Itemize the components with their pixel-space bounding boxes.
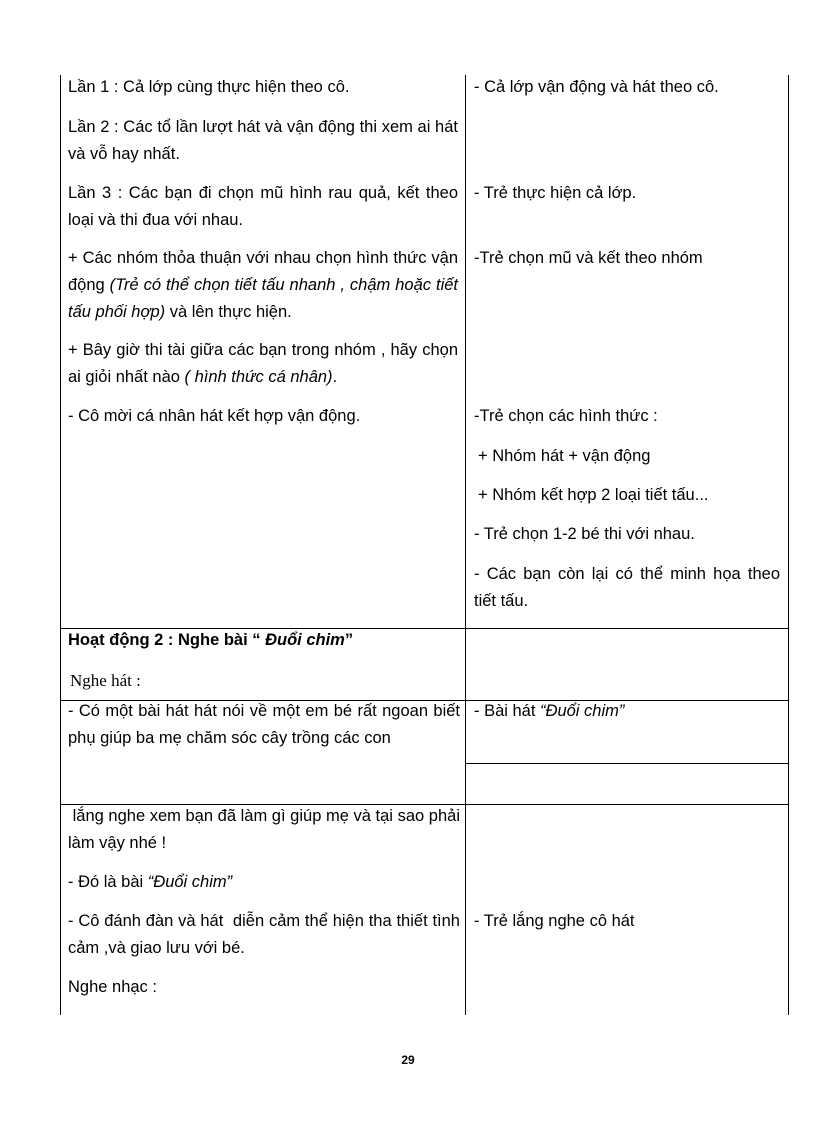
group-choice-note: (Trẻ có thể chọn tiết tấu nhanh , chậm hoặc tiết tấu phối hợp) [68, 276, 458, 321]
individual-contest-text [68, 337, 458, 391]
row-divider-right-inner [465, 763, 789, 764]
listen-prompt-text: lắng nghe xem bạn đã làm gì giúp mẹ và tại sao phải làm vậy nhé ! [68, 807, 465, 852]
group-choice-text [68, 245, 458, 326]
teacher-performs-text: - Cô đánh đàn và hát diễn cảm thể hiện tha thiết tình cảm ,và giao lưu với bé. [68, 912, 465, 957]
listen-song-subheading: Nghe hát : [70, 671, 141, 690]
response-choose-forms: -Trẻ chọn các hình thức : [474, 407, 658, 425]
group-choice-part2: và lên thực hiện. [165, 303, 292, 321]
individual-contest-part1: + Bây giờ thi tài giữa các bạn trong nhóm , hãy chọn ai giỏi nhất nào [68, 341, 458, 386]
individual-contest-note: ( hình thức cá nhân) [184, 368, 333, 386]
response-sing-with-teacher: - Cả lớp vận động và hát theo cô. [474, 78, 719, 96]
individual-contest-part2: . [332, 368, 338, 386]
song-note-text [474, 698, 780, 725]
step-1-text: Lần 1 : Cả lớp cùng thực hiện theo cô. [68, 78, 350, 96]
response-whole-class: - Trẻ thực hiện cả lớp. [474, 184, 637, 202]
step-3-text: Lần 3 : Các bạn đi chọn mũ hình rau quả, kết theo loại và thi đua với nhau. [68, 184, 458, 229]
step-2-text: Lần 2 : Các tổ lần lượt hát và vận động thi xem ai hát và vỗ hay nhất. [68, 118, 458, 163]
listen-music-subheading: Nghe nhạc : [68, 978, 157, 996]
activity-2-heading-part2: ” [344, 631, 354, 649]
song-reveal-text [68, 869, 458, 896]
song-reveal-title: “Đuổi chim” [147, 873, 233, 891]
response-illustrate-rhythm: - Các bạn còn lại có thể minh họa theo tiết tấu. [474, 565, 780, 610]
teacher-invite-text: - Cô mời cá nhân hát kết hợp vận động. [68, 407, 361, 425]
response-choose-hat: -Trẻ chọn mũ và kết theo nhóm [474, 249, 703, 267]
group-choice-part1: + Các nhóm thỏa thuận với nhau chọn hình thức vận động [68, 249, 458, 294]
response-choose-children: - Trẻ chọn 1-2 bé thi với nhau. [474, 525, 695, 543]
table-left-border [60, 75, 61, 1015]
page-number: 29 [401, 1053, 415, 1067]
table-right-border [788, 75, 789, 1015]
response-listen-teacher: - Trẻ lắng nghe cô hát [474, 912, 635, 930]
song-note-title: “Đuổi chim” [540, 702, 625, 720]
activity-2-heading [68, 627, 458, 654]
response-group-rhythm: + Nhóm kết hợp 2 loại tiết tấu... [478, 486, 709, 504]
activity-2-song-title: Đuổi chim [265, 631, 345, 649]
song-note-part1: - Bài hát [474, 702, 541, 720]
response-group-sing-move: + Nhóm hát + vận động [478, 447, 651, 465]
song-intro-text: - Có một bài hát hát nói về một em bé rất ngoan biết phụ giúp ba mẹ chăm sóc cây trồng các con [68, 702, 460, 747]
song-reveal-part1: - Đó là bài [68, 873, 148, 891]
activity-2-heading-part1: Hoạt động 2 : Nghe bài “ [68, 631, 266, 649]
table-column-divider [465, 75, 466, 1015]
